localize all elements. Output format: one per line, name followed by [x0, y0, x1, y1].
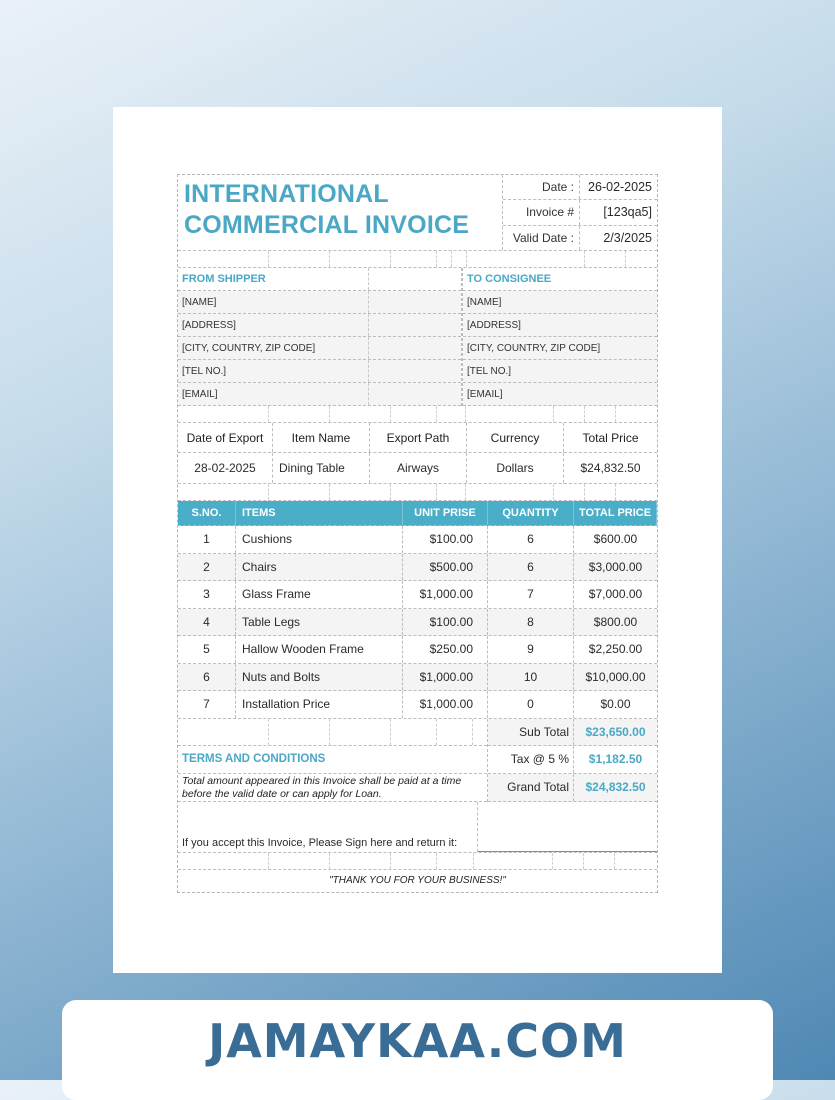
- item-unit-price: $500.00: [403, 554, 488, 581]
- items-table: [178, 501, 657, 719]
- invoice-meta: [503, 175, 657, 250]
- spacer-row: [178, 484, 657, 501]
- item-quantity: 6: [488, 554, 574, 581]
- tax-row: [488, 746, 657, 774]
- item-unit-price: $100.00: [403, 526, 488, 553]
- items-header: ITEMS: [236, 501, 403, 525]
- meta-label: Valid Date :: [503, 226, 580, 250]
- subtotal-label: Sub Total: [488, 719, 574, 746]
- title-box: [178, 175, 503, 250]
- items-header: UNIT PRISE: [403, 501, 488, 525]
- item-total: $2,250.00: [588, 642, 643, 657]
- items-header: S.NO.: [178, 501, 236, 525]
- item-name: Cushions: [236, 526, 403, 553]
- invoice-header: [178, 175, 657, 251]
- item-unit-price: $1,000.00: [403, 664, 488, 691]
- table-row: [178, 581, 657, 609]
- item-name: Hallow Wooden Frame: [236, 636, 403, 663]
- terms-text: Total amount appeared in this Invoice shall be paid at a time before the valid date or can apply for Loan.: [178, 774, 487, 802]
- invoice-page: [113, 107, 722, 973]
- table-row: [178, 664, 657, 692]
- item-unit-price: $1,000.00: [403, 691, 488, 718]
- item-quantity: 9: [488, 636, 574, 663]
- export-path: Airways: [370, 453, 467, 483]
- table-row: [178, 609, 657, 637]
- meta-label: Invoice #: [503, 200, 580, 224]
- item-quantity: 6: [488, 526, 574, 553]
- consignee-heading: TO CONSIGNEE: [463, 268, 657, 291]
- items-header-row: [178, 501, 657, 526]
- export-total: $24,832.50: [580, 461, 641, 475]
- parties-section: [178, 268, 657, 406]
- item-quantity: 7: [488, 581, 574, 608]
- spacer-row: [178, 251, 657, 268]
- shipper-name: [NAME]: [178, 291, 461, 314]
- item-total: $0.00: [600, 697, 631, 712]
- table-row: [178, 691, 657, 719]
- table-row: [178, 636, 657, 664]
- footer-banner: [62, 1000, 773, 1100]
- consignee-address: [ADDRESS]: [463, 314, 657, 337]
- item-quantity: 0: [488, 691, 574, 718]
- item-total: $600.00: [593, 532, 638, 547]
- item-name: Nuts and Bolts: [236, 664, 403, 691]
- consignee-tel: [TEL NO.]: [463, 360, 657, 383]
- signature-instruction: If you accept this Invoice, Please Sign here and return it:: [178, 802, 478, 852]
- item-total: $3,000.00: [588, 559, 643, 574]
- export-header: Date of Export: [178, 423, 273, 452]
- table-row: [178, 554, 657, 582]
- export-data-row: [178, 453, 657, 483]
- item-sno: 6: [178, 664, 236, 691]
- items-header: QUANTITY: [488, 501, 574, 525]
- export-header: Currency: [467, 423, 564, 452]
- grand-total-label: Grand Total: [488, 774, 574, 801]
- table-row: [178, 526, 657, 554]
- items-header: TOTAL PRICE: [574, 501, 657, 525]
- grand-total-value: $24,832.50: [585, 780, 646, 794]
- item-name: Chairs: [236, 554, 403, 581]
- item-sno: 3: [178, 581, 236, 608]
- meta-value: 26-02-2025: [588, 180, 652, 195]
- meta-valid-date: [503, 226, 657, 250]
- signature-row: [178, 802, 657, 853]
- item-name: Glass Frame: [236, 581, 403, 608]
- shipper-tel: [TEL NO.]: [178, 360, 461, 383]
- item-total: $10,000.00: [585, 669, 646, 684]
- export-header: Export Path: [370, 423, 467, 452]
- export-header: Item Name: [273, 423, 370, 452]
- spacer-row: [178, 853, 657, 870]
- totals-terms-section: [178, 719, 657, 802]
- item-sno: 5: [178, 636, 236, 663]
- meta-date: [503, 175, 657, 200]
- shipper-heading: FROM SHIPPER: [178, 268, 461, 291]
- thank-you-note: "THANK YOU FOR YOUR BUSINESS!": [329, 875, 506, 886]
- consignee-name: [NAME]: [463, 291, 657, 314]
- meta-label: Date :: [503, 175, 580, 199]
- terms-heading: TERMS AND CONDITIONS: [178, 746, 487, 774]
- export-header-row: [178, 423, 657, 453]
- export-header: Total Price: [582, 430, 639, 445]
- terms-block: [178, 719, 488, 802]
- export-currency: Dollars: [467, 453, 564, 483]
- item-unit-price: $250.00: [403, 636, 488, 663]
- consignee-city: [CITY, COUNTRY, ZIP CODE]: [463, 337, 657, 360]
- blank-row: [178, 719, 487, 747]
- export-table: [178, 423, 657, 484]
- item-unit-price: $1,000.00: [403, 581, 488, 608]
- item-quantity: 10: [488, 664, 574, 691]
- item-unit-price: $100.00: [403, 609, 488, 636]
- item-name: Table Legs: [236, 609, 403, 636]
- meta-invoice-number: [503, 200, 657, 225]
- shipper-block: [178, 268, 462, 406]
- subtotal-value: $23,650.00: [585, 724, 646, 739]
- tax-value: $1,182.50: [588, 752, 643, 767]
- subtotal-row: [488, 719, 657, 747]
- item-sno: 4: [178, 609, 236, 636]
- export-item: Dining Table: [273, 453, 370, 483]
- item-quantity: 8: [488, 609, 574, 636]
- brand-logo-text: JAMAYKAA.COM: [208, 1014, 627, 1068]
- shipper-city: [CITY, COUNTRY, ZIP CODE]: [178, 337, 461, 360]
- item-sno: 2: [178, 554, 236, 581]
- shipper-address: [ADDRESS]: [178, 314, 461, 337]
- item-total: $800.00: [593, 614, 638, 629]
- tax-label: Tax @ 5 %: [488, 746, 574, 773]
- totals-block: [488, 719, 657, 802]
- item-sno: 7: [178, 691, 236, 718]
- shipper-email: [EMAIL]: [178, 383, 461, 406]
- meta-value: [123qa5]: [603, 205, 652, 220]
- item-sno: 1: [178, 526, 236, 553]
- export-date: 28-02-2025: [178, 453, 273, 483]
- meta-value: 2/3/2025: [603, 230, 652, 245]
- spacer-row: [178, 406, 657, 423]
- consignee-email: [EMAIL]: [463, 383, 657, 406]
- consignee-block: [463, 268, 657, 406]
- grand-total-row: [488, 774, 657, 802]
- item-total: $7,000.00: [588, 587, 643, 602]
- signature-line[interactable]: [478, 802, 657, 852]
- item-name: Installation Price: [236, 691, 403, 718]
- invoice-sheet: [177, 174, 658, 893]
- invoice-title: INTERNATIONAL COMMERCIAL INVOICE: [184, 180, 470, 239]
